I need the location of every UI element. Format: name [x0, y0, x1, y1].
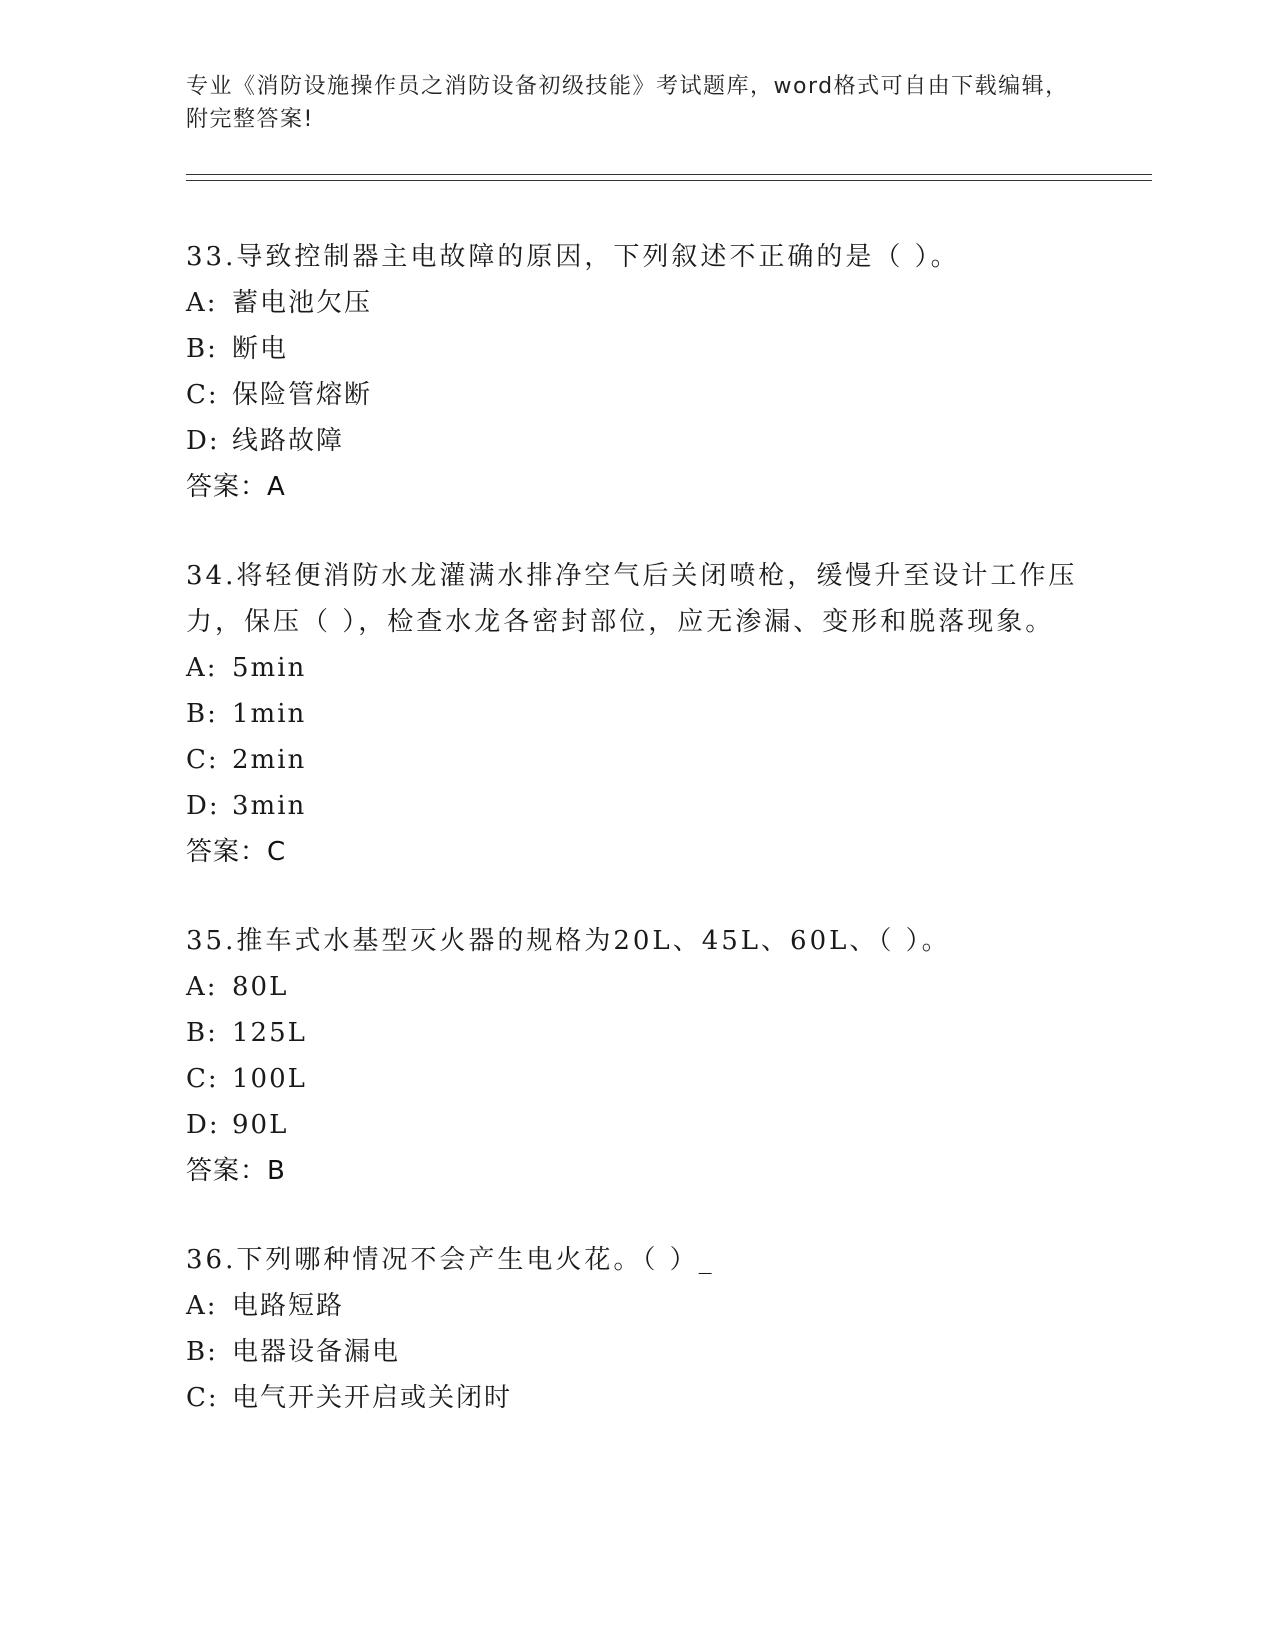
option-letter: B:: [186, 699, 218, 729]
answer: 答案：A: [186, 472, 286, 502]
option-letter: A:: [186, 1291, 218, 1321]
option-text: 电器设备漏电: [232, 1337, 401, 1367]
option-a: [186, 1283, 1086, 1329]
question-36: [186, 1237, 1086, 1421]
question-stem: 33.导致控制器主电故障的原因，下列叙述不正确的是（ ）。: [186, 242, 960, 272]
option-c: [186, 1056, 1086, 1102]
option-a: [186, 964, 1086, 1010]
option-letter: C:: [186, 1383, 219, 1413]
option-letter: A:: [186, 288, 218, 318]
option-text: 5min: [232, 653, 307, 683]
option-b: [186, 691, 1086, 737]
option-c: [186, 372, 1086, 418]
option-b: [186, 1010, 1086, 1056]
question-list: [186, 234, 1086, 1464]
header-divider-top: [186, 174, 1152, 175]
question-stem: 34.将轻便消防水龙灌满水排净空气后关闭喷枪，缓慢升至设计工作压力，保压（ ），检查水龙各密封部位，应无渗漏、变形和脱落现象。: [186, 561, 1078, 637]
option-letter: C:: [186, 745, 219, 775]
answer: 答案：B: [186, 1156, 286, 1186]
option-d: [186, 1102, 1086, 1148]
option-text: 断电: [232, 334, 289, 364]
option-text: 电气开关开启或关闭时: [232, 1383, 513, 1413]
option-a: [186, 645, 1086, 691]
option-text: 90L: [232, 1110, 289, 1140]
option-text: 125L: [232, 1018, 307, 1048]
option-a: [186, 280, 1086, 326]
question-35: [186, 918, 1086, 1194]
option-c: [186, 1375, 1086, 1421]
option-text: 线路故障: [232, 426, 345, 456]
header-divider-bottom: [186, 180, 1152, 181]
option-letter: D:: [186, 1110, 220, 1140]
option-c: [186, 737, 1086, 783]
question-34: [186, 553, 1086, 875]
option-b: [186, 326, 1086, 372]
option-letter: D:: [186, 791, 220, 821]
option-text: 保险管熔断: [232, 380, 373, 410]
option-text: 80L: [232, 972, 289, 1002]
option-letter: A:: [186, 972, 218, 1002]
question-stem: 35.推车式水基型灭火器的规格为20L、45L、60L、（ ）。: [186, 926, 951, 956]
option-letter: B:: [186, 1018, 218, 1048]
option-letter: B:: [186, 334, 218, 364]
option-text: 蓄电池欠压: [232, 288, 373, 318]
option-letter: D:: [186, 426, 220, 456]
option-text: 3min: [232, 791, 307, 821]
answer: 答案：C: [186, 837, 287, 867]
option-text: 电路短路: [232, 1291, 345, 1321]
option-d: [186, 418, 1086, 464]
option-letter: B:: [186, 1337, 218, 1367]
option-letter: C:: [186, 1064, 219, 1094]
option-b: [186, 1329, 1086, 1375]
option-letter: A:: [186, 653, 218, 683]
option-text: 1min: [232, 699, 307, 729]
option-text: 2min: [232, 745, 307, 775]
option-text: 100L: [232, 1064, 307, 1094]
option-letter: C:: [186, 380, 219, 410]
question-33: [186, 234, 1086, 510]
document-header: 专业《消防设施操作员之消防设备初级技能》考试题库，word格式可自由下载编辑，附完整答案!: [186, 74, 1069, 132]
question-stem: 36.下列哪种情况不会产生电火花。（ ）_: [186, 1245, 715, 1275]
option-d: [186, 783, 1086, 829]
